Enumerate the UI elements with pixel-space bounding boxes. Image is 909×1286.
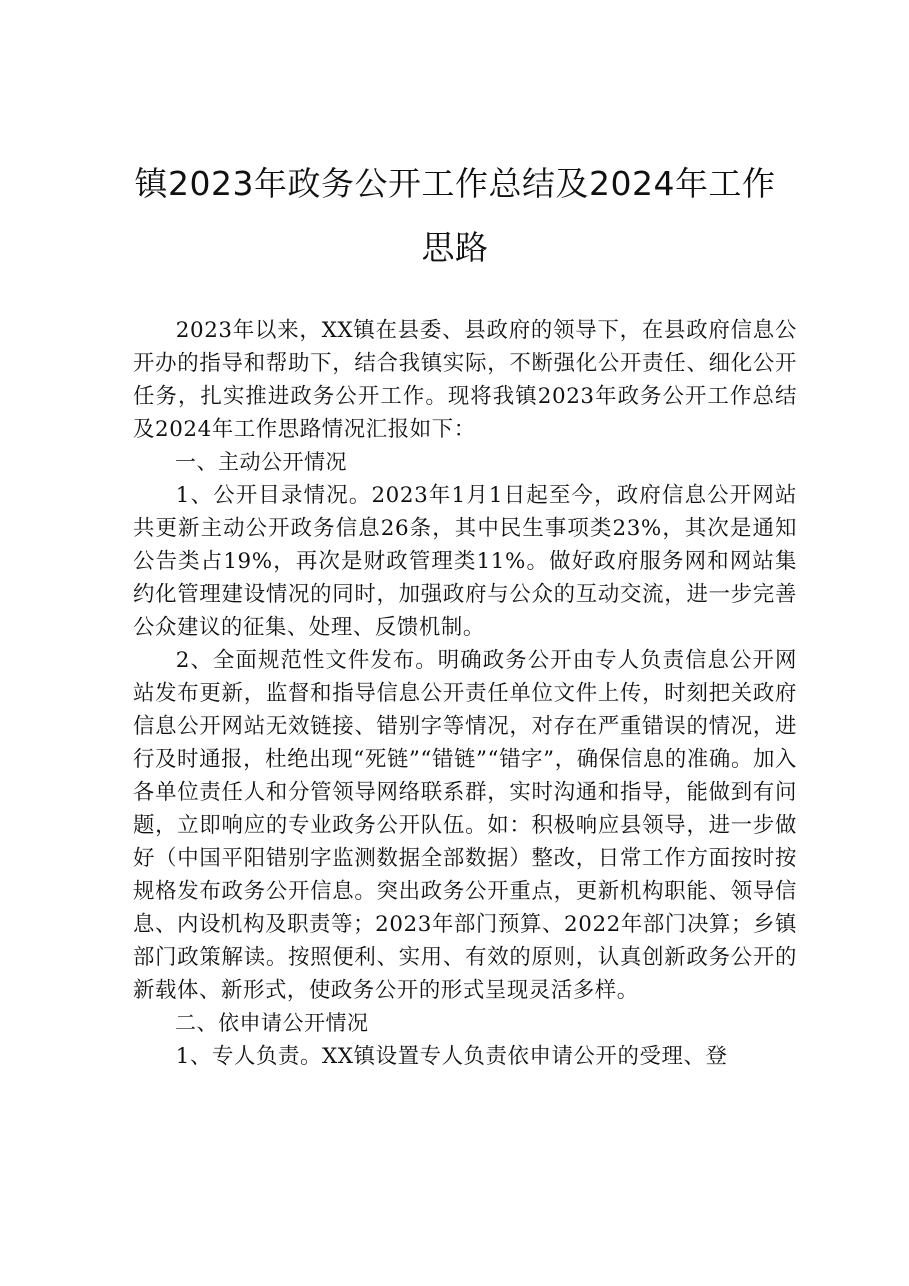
section-heading-1: 一、主动公开情况 [175, 450, 347, 474]
body-paragraph: 1、专人负责。XX镇设置专人负责依申请公开的受理、登 [175, 1044, 728, 1069]
document-body [133, 314, 797, 1073]
intro-paragraph: 2023年以来，XX镇在县委、县政府的领导下，在县政府信息公开办的指导和帮助下，结合我镇实际，不断强化公开责任、细化公开任务，扎实推进政务公开工作。现将我镇2023年政务公开工作总结及2024年工作思路情况汇报如下： [133, 318, 797, 442]
document-title-line-1: 镇2023年政务公开工作总结及2024年工作 [134, 164, 776, 203]
body-paragraph: 2、全面规范性文件发布。明确政务公开由专人负责信息公开网站发布更新，监督和指导信息公开责任单位文件上传，时刻把关政府信息公开网站无效链接、错别字等情况，对存在严重错误的情况，进行及时通报，杜绝出现“死链”“错链”“错字”，确保信息的准确。加入各单位责任人和分管领导网络联系群，实时沟通和指导，能做到有问题，立即响应的专业政务公开队伍。如：积极响应县领导，进一步做好（中国平阳错别字监测数据全部数据）整改，日常工作方面按时按规格发布政务公开信息。突出政务公开重点，更新机构职能、领导信息、内设机构及职责等；2023年部门预算、2022年部门决算；乡镇部门政策解读。按照便利、实用、有效的原则，认真创新政务公开的新载体、新形式，使政务公开的形式呈现灵活多样。 [133, 648, 797, 1003]
document-title-line-2: 思路 [421, 228, 489, 267]
section-heading-2: 二、依申请公开情况 [175, 1011, 369, 1035]
body-paragraph: 1、公开目录情况。2023年1月1日起至今，政府信息公开网站共更新主动公开政务信息26条，其中民生事项类23%，其次是通知公告类占19%，再次是财政管理类11%。做好政府服务网和网站集约化管理建设情况的同时，加强政府与公众的互动交流，进一步完善公众建议的征集、处理、反馈机制。 [133, 483, 797, 640]
